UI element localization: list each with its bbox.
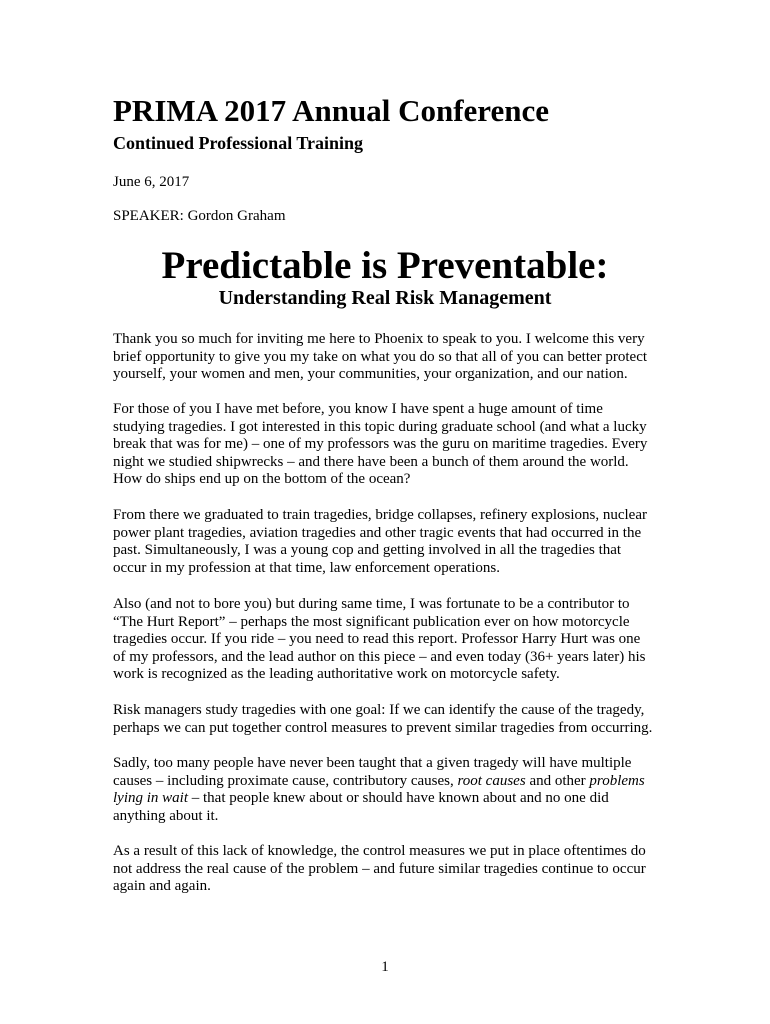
text-line: brief opportunity to give you my take on what you do so that all of you can better protect [113,348,648,365]
text-line: perhaps we can put together control measures to prevent similar tragedies from occurring. [113,719,653,736]
paragraph-5 [113,702,658,737]
text-line: tragedies occur. If you ride – you need to read this report. Professor Harry Hurt was one [113,631,641,647]
paragraph-6 [113,755,658,825]
paragraph-4 [113,596,658,684]
text-line: From there we graduated to train tragedies, bridge collapses, refinery explosions, nuclear [113,507,647,523]
talk-title: Predictable is Preventable: [161,244,609,287]
text-run: – that people knew about or should have known about and no one did [188,790,609,806]
text-line: Also (and not to bore you) but during same time, I was fortunate to be a contributor to [113,596,630,612]
text-line: Sadly, too many people have never been taught that a given tragedy will have multiple [113,755,632,771]
text-line: occur in my profession at that time, law enforcement operations. [113,559,500,576]
paragraph-3 [113,507,658,577]
text-line: break that was for me) – one of my professors was the guru on maritime tragedies. Every [113,436,648,452]
text-line: Risk managers study tragedies with one goal: If we can identify the cause of the tragedy, [113,702,645,718]
text-line: not address the real cause of the problem – and future similar tragedies continue to occur [113,860,646,877]
text-line: night we studied shipwrecks – and there have been a bunch of them around the world. [113,453,629,470]
text-line: studying tragedies. I got interested in this topic during graduate school (and what a lucky [113,418,647,435]
italic-term-root-causes: root causes [457,772,526,789]
text-line: work is recognized as the leading authoritative work on motorcycle safety. [113,666,560,682]
conference-title: PRIMA 2017 Annual Conference [113,93,550,128]
text-line: How do ships end up on the bottom of the ocean? [113,471,411,487]
text-line: anything about it. [113,807,219,824]
text-line: “The Hurt Report” – perhaps the most significant publication ever on how motorcycle [113,613,630,630]
text-line [113,790,658,808]
text-run: and other [525,772,590,789]
conference-subtitle: Continued Professional Training [113,133,364,153]
text-line: yourself, your women and men, your communities, your organization, and our nation. [113,366,628,382]
paragraph-2 [113,401,658,489]
italic-term-problems: problems [589,772,645,789]
text-line: Thank you so much for inviting me here to Phoenix to speak to you. I welcome this very [113,331,645,347]
text-line: of my professors, and the lead author on this piece – and even today (36+ years later) his [113,648,646,665]
text-run: causes – including proximate cause, contributory causes, [113,772,458,789]
text-line [113,773,658,791]
paragraph-7 [113,843,658,896]
text-line: past. Simultaneously, I was a young cop and getting involved in all the tragedies that [113,542,622,558]
page-number: 1 [381,959,389,975]
speaker-line: SPEAKER: Gordon Graham [113,208,286,224]
talk-subtitle: Understanding Real Risk Management [218,287,552,309]
paragraph-1 [113,331,658,384]
text-line: For those of you I have met before, you know I have spent a huge amount of time [113,401,603,417]
date: June 6, 2017 [113,174,190,190]
text-line: again and again. [113,878,211,894]
text-line: As a result of this lack of knowledge, the control measures we put in place oftentimes do [113,843,646,859]
italic-term-lying-in-wait: lying in wait [113,790,188,806]
text-line: power plant tragedies, aviation tragedies and other tragic events that had occurred in the [113,524,642,541]
